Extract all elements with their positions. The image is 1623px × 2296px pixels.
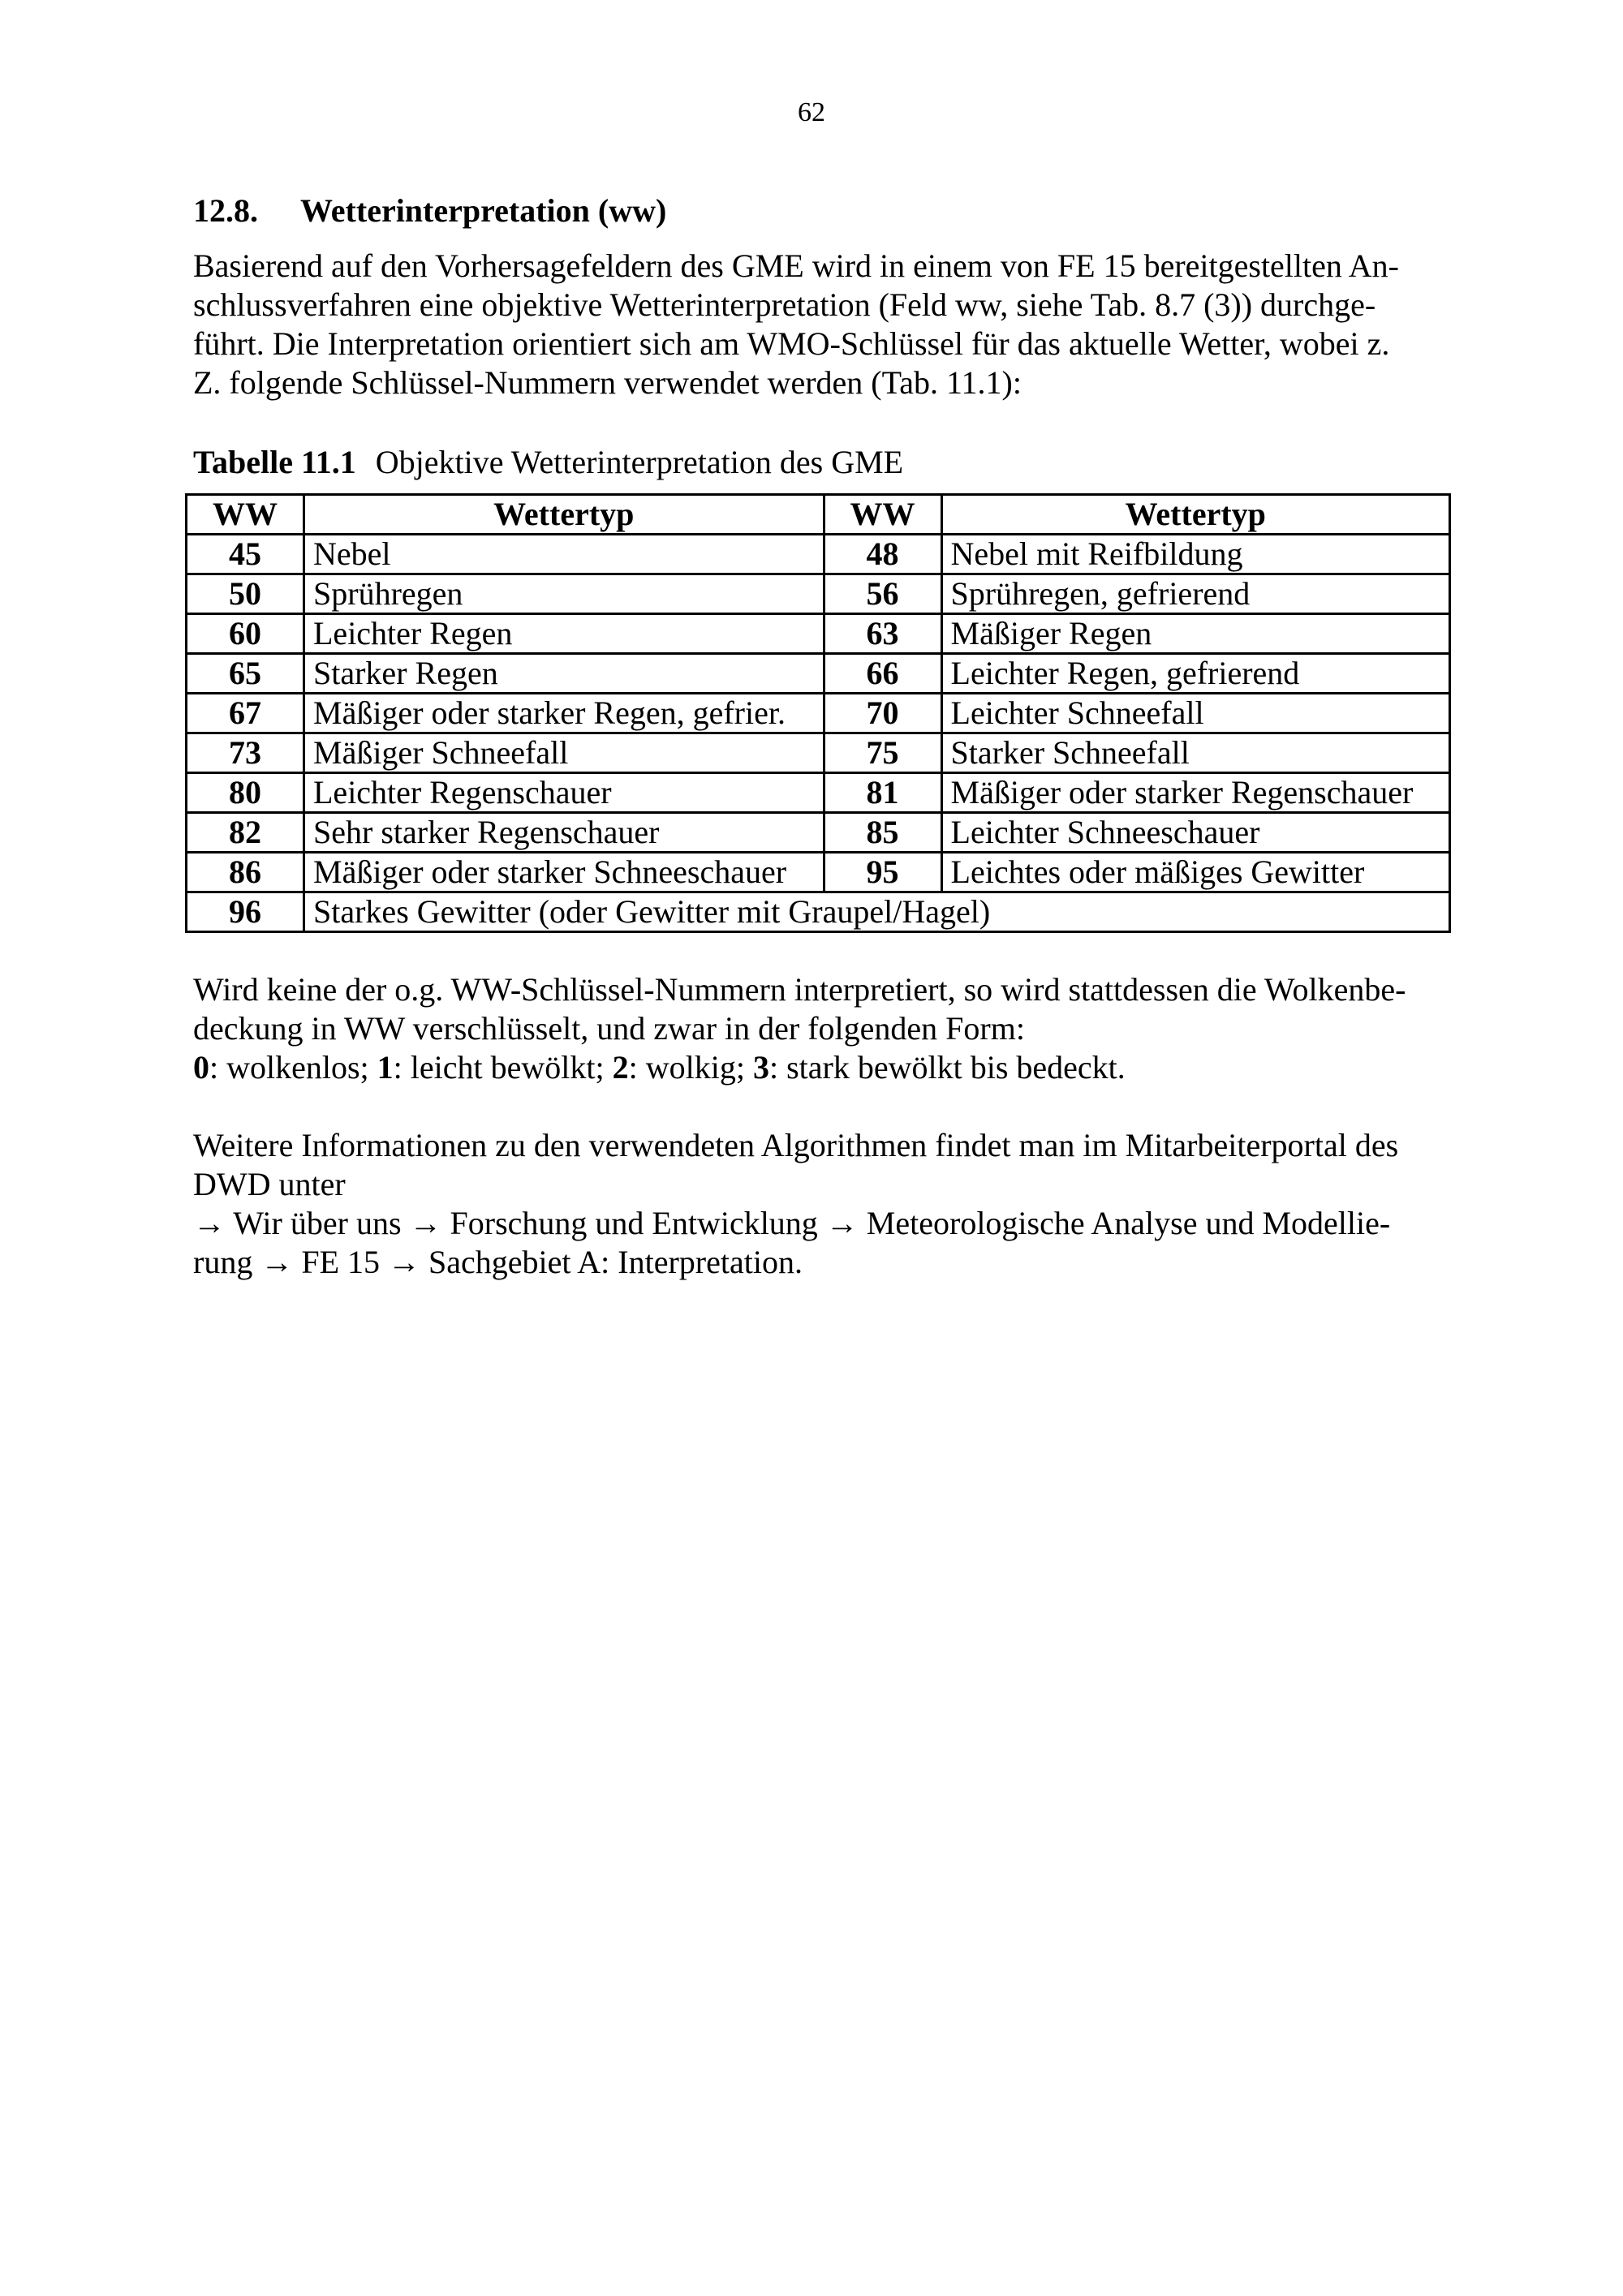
table-row (187, 892, 1450, 932)
header-ww: WW (824, 495, 941, 535)
table-row (187, 853, 1450, 892)
section-number: 12.8. (193, 192, 258, 229)
cloud-code: 1 (377, 1049, 394, 1086)
weather-type: Sprühregen (304, 574, 824, 614)
table-caption-label: Tabelle 11.1 (193, 444, 356, 480)
intro-line: schlussverfahren eine objektive Wetterinterpretation (Feld ww, siehe Tab. 8.7 (3)) durchge- (193, 286, 1376, 323)
info-paragraph (193, 1126, 1443, 1282)
ww-code: 75 (824, 733, 941, 773)
table-row (187, 694, 1450, 733)
intro-line: führt. Die Interpretation orientiert sich am WMO-Schlüssel für das aktuelle Wetter, wobei z. (193, 325, 1390, 362)
weather-type: Mäßiger oder starker Schneeschauer (304, 853, 824, 892)
ww-code: 50 (187, 574, 304, 614)
cloud-cover-line: deckung in WW verschlüsselt, und zwar in der folgenden Form: (193, 1010, 1025, 1047)
section-title: Wetterinterpretation (ww) (300, 192, 667, 229)
weather-type: Leichter Regen, gefrierend (941, 654, 1449, 694)
ww-code: 86 (187, 853, 304, 892)
weather-type: Sprühregen, gefrierend (941, 574, 1449, 614)
weather-type: Starkes Gewitter (oder Gewitter mit Graupel/Hagel) (304, 892, 1450, 932)
weather-type: Mäßiger Schneefall (304, 733, 824, 773)
ww-code: 82 (187, 813, 304, 853)
cloud-code: 0 (193, 1049, 209, 1086)
header-ww: WW (187, 495, 304, 535)
weather-type: Leichter Schneefall (941, 694, 1449, 733)
table-row (187, 813, 1450, 853)
weather-type: Starker Regen (304, 654, 824, 694)
weather-type: Sehr starker Regenschauer (304, 813, 824, 853)
cloud-code: 3 (752, 1049, 769, 1086)
ww-code: 96 (187, 892, 304, 932)
weather-type: Nebel (304, 535, 824, 574)
ww-code: 85 (824, 813, 941, 853)
weather-type: Leichter Regen (304, 614, 824, 654)
section-heading (193, 191, 1443, 230)
ww-code: 67 (187, 694, 304, 733)
ww-code: 60 (187, 614, 304, 654)
ww-code: 73 (187, 733, 304, 773)
table-row (187, 614, 1450, 654)
table-row (187, 574, 1450, 614)
table-row (187, 773, 1450, 813)
ww-code: 81 (824, 773, 941, 813)
header-wettertyp: Wettertyp (304, 495, 824, 535)
table-row (187, 654, 1450, 694)
weather-type: Mäßiger oder starker Regenschauer (941, 773, 1449, 813)
intro-line: Basierend auf den Vorhersagefeldern des GME wird in einem von FE 15 bereitgestellten An- (193, 247, 1399, 284)
cloud-codes-line (193, 1049, 1126, 1086)
weather-type: Mäßiger Regen (941, 614, 1449, 654)
cloud-code-text: : wolkig; (628, 1049, 753, 1086)
page-content (193, 191, 1443, 1282)
cloud-code-text: : leicht bewölkt; (393, 1049, 613, 1086)
weather-type: Leichter Regenschauer (304, 773, 824, 813)
page-number: 62 (798, 97, 825, 127)
info-line: DWD unter (193, 1166, 346, 1202)
ww-code: 95 (824, 853, 941, 892)
intro-paragraph (193, 247, 1443, 402)
header-wettertyp: Wettertyp (941, 495, 1449, 535)
weather-type: Leichter Schneeschauer (941, 813, 1449, 853)
cloud-cover-paragraph (193, 970, 1443, 1087)
ww-code: 65 (187, 654, 304, 694)
info-line: Weitere Informationen zu den verwendeten Algorithmen findet man im Mitarbeiterportal des (193, 1127, 1399, 1163)
cloud-code-text: : wolkenlos; (209, 1049, 377, 1086)
intro-line: Z. folgende Schlüssel-Nummern verwendet werden (Tab. 11.1): (193, 364, 1022, 401)
weather-type: Mäßiger oder starker Regen, gefrier. (304, 694, 824, 733)
table-header-row (187, 495, 1450, 535)
table-caption-text: Objektive Wetterinterpretation des GME (375, 444, 904, 480)
ww-code: 70 (824, 694, 941, 733)
cloud-cover-line: Wird keine der o.g. WW-Schlüssel-Nummern interpretiert, so wird stattdessen die Wolkenbe- (193, 971, 1406, 1008)
table-caption (193, 443, 1443, 482)
ww-code: 63 (824, 614, 941, 654)
ww-code: 80 (187, 773, 304, 813)
table-row (187, 535, 1450, 574)
table-row (187, 733, 1450, 773)
cloud-code-text: : stark bewölkt bis bedeckt. (768, 1049, 1126, 1086)
weather-type: Starker Schneefall (941, 733, 1449, 773)
info-line: → Wir über uns → Forschung und Entwicklung → Meteorologische Analyse und Modellie- (193, 1205, 1391, 1241)
ww-code: 48 (824, 535, 941, 574)
info-line: rung → FE 15 → Sachgebiet A: Interpretation. (193, 1244, 803, 1280)
cloud-code: 2 (612, 1049, 629, 1086)
ww-code: 56 (824, 574, 941, 614)
ww-code: 45 (187, 535, 304, 574)
weather-type: Leichtes oder mäßiges Gewitter (941, 853, 1449, 892)
weather-interpretation-table (185, 493, 1451, 933)
ww-code: 66 (824, 654, 941, 694)
weather-type: Nebel mit Reifbildung (941, 535, 1449, 574)
